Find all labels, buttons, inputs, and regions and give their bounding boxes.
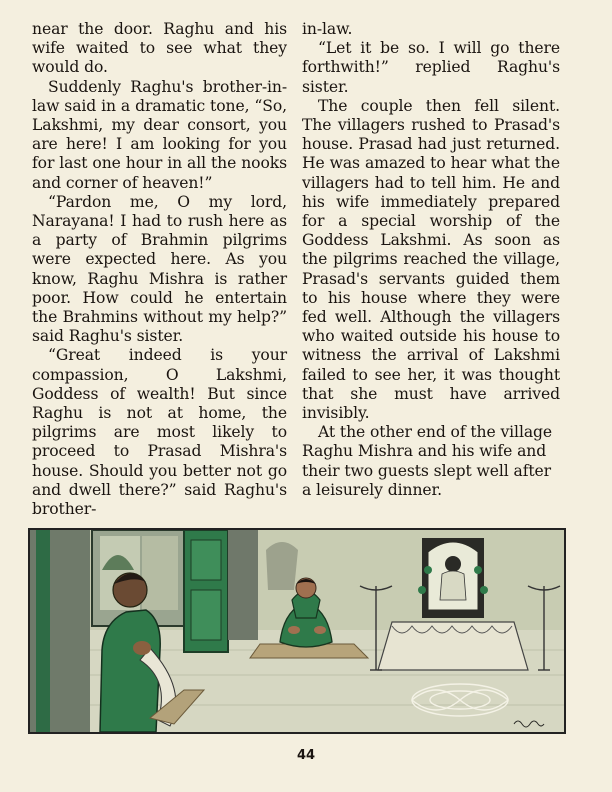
paragraph: “Great indeed is your compassion, O Lakshmi, Goddess of wealth! But since Raghu is not at home, the pilgrims are most likely to proceed to Prasad Mishra's house. Should you better not go and dwell there?” said Raghu's brother- bbox=[32, 346, 287, 519]
paragraph: The couple then fell silent. The villagers rushed to Prasad's house. Prasad had just returned. He was amazed to hear what the villagers had to tell him. He and his wife immediately prepared for a special worship of the Goddess Lakshmi. As soon as the pilgrims reached the village, Prasad's servants guided them to his house where they were fed well. Although the villagers who waited outside his house to witness the arrival of Lakshmi failed to see her, it was thought that she must have arrived invisibly. bbox=[302, 96, 560, 423]
page-number: 44 bbox=[296, 748, 316, 763]
story-illustration bbox=[28, 528, 566, 734]
paragraph: “Pardon me, O my lord, Narayana! I had to rush here as a party of Brahmin pilgrims were expected here. As you know, Raghu Mishra is rather poor. How could he entertain the Brahmins without my help?” said Raghu's sister. bbox=[32, 192, 287, 346]
paragraph: At the other end of the village Raghu Mishra and his wife and their two guests slept well after a leisurely dinner. bbox=[302, 423, 553, 499]
right-text-column bbox=[302, 20, 560, 500]
left-text-column bbox=[32, 20, 287, 519]
paragraph: Suddenly Raghu's brother-in-law said in a dramatic tone, “So, Lakshmi, my dear consort, you are here! I am looking for you for last one hour in all the nooks and corner of heaven!” bbox=[32, 77, 287, 192]
paragraph: “Let it be so. I will go there forthwith!” replied Raghu's sister. bbox=[302, 39, 560, 96]
paragraph: near the door. Raghu and his wife waited to see what they would do. bbox=[32, 20, 287, 77]
paragraph: in-law. bbox=[302, 20, 353, 38]
